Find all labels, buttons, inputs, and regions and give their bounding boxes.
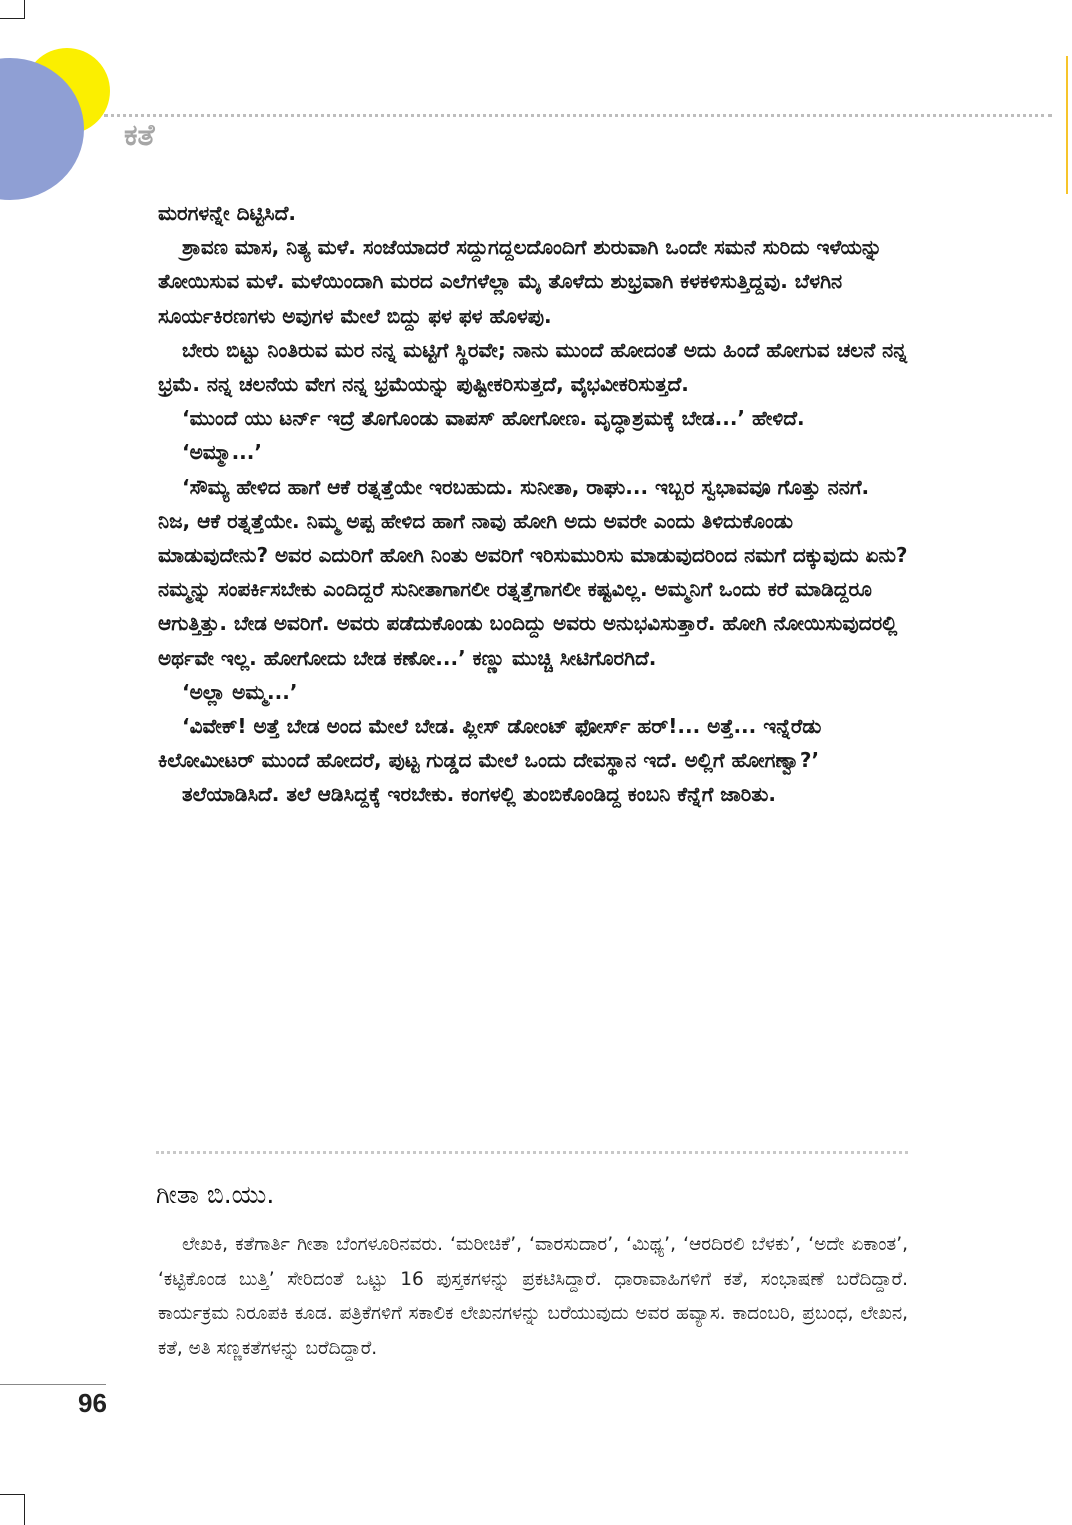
edge-color-mark — [1066, 56, 1068, 194]
story-paragraph: ಶ್ರಾವಣ ಮಾಸ, ನಿತ್ಯ ಮಳೆ. ಸಂಜೆಯಾದರೆ ಸದ್ದುಗದ್ದಲದೊಂದಿಗೆ ಶುರುವಾಗಿ ಒಂದೇ ಸಮನೆ ಸುರಿದು ಇಳೆಯನ್ನು ತೋಯಿಸುವ ಮಳೆ. ಮಳೆಯಿಂದಾಗಿ ಮರದ ಎಲೆಗಳೆಲ್ಲಾ ಮೈ ತೊಳೆದು ಶುಭ್ರವಾಗಿ ಕಳಕಳಿಸುತ್ತಿದ್ದವು. ಬೆಳಗಿನ ಸೂರ್ಯಕಿರಣಗಳು ಅವುಗಳ ಮೇಲೆ ಬಿದ್ದು ಫಳ ಫಳ ಹೊಳಪು. — [158, 235, 883, 328]
story-paragraph: ಬೇರು ಬಿಟ್ಟು ನಿಂತಿರುವ ಮರ ನನ್ನ ಮಟ್ಟಿಗೆ ಸ್ಥಿರವೇ; ನಾನು ಮುಂದೆ ಹೋದಂತೆ ಅದು ಹಿಂದೆ ಹೋಗುವ ಚಲನೆ ನನ್ನ ಭ್ರಮೆ. ನನ್ನ ಚಲನೆಯ ವೇಗ ನನ್ನ ಭ್ರಮೆಯನ್ನು ಪುಷ್ಟೀಕರಿಸುತ್ತದೆ, ವೈಭವೀಕರಿಸುತ್ತದೆ. — [158, 337, 908, 397]
crop-mark-bottom-vertical — [24, 1494, 25, 1525]
story-paragraph: ‘ಅಮ್ಮಾ...’ — [182, 440, 262, 465]
story-paragraph: ‘ಮುಂದೆ ಯು ಟರ್ನ್ ಇದ್ರೆ ತೊಗೊಂಡು ವಾಪಸ್ ಹೋಗೋಣ. ವೃದ್ಧಾಶ್ರಮಕ್ಕೆ ಬೇಡ...’ ಹೇಳಿದೆ. — [182, 406, 805, 431]
page-number: 96 — [78, 1388, 107, 1418]
story-paragraph: ಮರಗಳನ್ನೇ ದಿಟ್ಟಿಸಿದೆ. — [158, 201, 296, 225]
crop-mark-bottom-horizontal — [0, 1494, 25, 1495]
story-paragraph: ‘ವಿವೇಕ್! ಅತ್ತೆ ಬೇಡ ಅಂದ ಮೇಲೆ ಬೇಡ. ಪ್ಲೀಸ್ ಡೋಂಟ್ ಫೋರ್ಸ್ ಹರ್!... ಅತ್ತೆ... ಇನ್ನೆರೆಡು ಕಿಲೋಮೀಟರ್ ಮುಂದೆ ಹೋದರೆ, ಪುಟ್ಟ ಗುಡ್ಡದ ಮೇಲೆ ಒಂದು ದೇವಸ್ಥಾನ ಇದೆ. ಅಲ್ಲಿಗೆ ಹೋಗಣ್ವಾ?’ — [158, 714, 822, 773]
header-dotted-rule — [104, 114, 1052, 117]
author-dotted-divider — [156, 1151, 908, 1154]
story-paragraph: ‘ಅಲ್ಲಾ ಅಮ್ಮ...’ — [182, 679, 298, 704]
story-paragraph: ತಲೆಯಾಡಿಸಿದೆ. ತಲೆ ಆಡಿಸಿದ್ದಕ್ಕೆ ಇರಬೇಕು. ಕಂಗಳಲ್ಲಿ ತುಂಬಿಕೊಂಡಿದ್ದ ಕಂಬನಿ ಕೆನ್ನೆಗೆ ಜಾರಿತು. — [182, 782, 776, 807]
story-paragraph: ‘ಸೌಮ್ಯ ಹೇಳಿದ ಹಾಗೆ ಆಕೆ ರತ್ನತ್ತೆಯೇ ಇರಬಹುದು. ಸುನೀತಾ, ರಾಘು... ಇಬ್ಬರ ಸ್ವಭಾವವೂ ಗೊತ್ತು ನನಗೆ. ನಿಜ, ಆಕೆ ರತ್ನತ್ತೆಯೇ. ನಿಮ್ಮ ಅಪ್ಪ ಹೇಳಿದ ಹಾಗೆ ನಾವು ಹೋಗಿ ಅದು ಅವರೇ ಎಂದು ತಿಳಿದುಕೊಂಡು ಮಾಡುವುದೇನು? ಅವರ ಎದುರಿಗೆ ಹೋಗಿ ನಿಂತು ಅವರಿಗೆ ಇರಿಸುಮುರಿಸು ಮಾಡುವುದರಿಂದ ನಮಗೆ ದಕ್ಕುವುದು ಏನು? ನಮ್ಮನ್ನು ಸಂಪರ್ಕಿಸಬೇಕು ಎಂದಿದ್ದರೆ ಸುನೀತಾಗಾಗಲೀ ರತ್ನತ್ತೆಗಾಗಲೀ ಕಷ್ಟವಿಲ್ಲ. ಅಮ್ಮನಿಗೆ ಒಂದು ಕರೆ ಮಾಡಿದ್ದರೂ ಆಗುತ್ತಿತ್ತು. ಬೇಡ ಅವರಿಗೆ. ಅವರು ಪಡೆದುಕೊಂಡು ಬಂದಿದ್ದು ಅವರು ಅನುಭವಿಸುತ್ತಾರೆ. ಹೋಗಿ ನೋಯಿಸುವುದರಲ್ಲಿ ಅರ್ಥವೇ ಇಲ್ಲ. ಹೋಗೋದು ಬೇಡ ಕಣೋ...’ ಕಣ್ಣು ಮುಚ್ಚಿ ಸೀಟಿಗೊರಗಿದೆ. — [158, 474, 908, 670]
crop-mark-top-vertical — [24, 0, 25, 18]
footer-rule — [0, 1384, 106, 1385]
section-title: ಕತೆ — [124, 118, 155, 153]
author-name: ಗೀತಾ ಬಿ.ಯು. — [156, 1180, 275, 1209]
author-bio: ಲೇಖಕಿ, ಕತೆಗಾರ್ತಿ ಗೀತಾ ಬೆಂಗಳೂರಿನವರು. ‘ಮರೀಚಿಕೆ’, ‘ವಾರಸುದಾರ’, ‘ಮಿಥ್ಯ’, ‘ಆರದಿರಲಿ ಬೆಳಕು’, ‘ಅದೇ ಏಕಾಂತ’, ‘ಕಟ್ಟಿಕೊಂಡ ಬುತ್ತಿ’ ಸೇರಿದಂತೆ ಒಟ್ಟು 16 ಪುಸ್ತಕಗಳನ್ನು ಪ್ರಕಟಿಸಿದ್ದಾರೆ. ಧಾರಾವಾಹಿಗಳಿಗೆ ಕತೆ, ಸಂಭಾಷಣೆ ಬರೆದಿದ್ದಾರೆ. ಕಾರ್ಯಕ್ರಮ ನಿರೂಪಕಿ ಕೂಡ. ಪತ್ರಿಕೆಗಳಿಗೆ ಸಕಾಲಿಕ ಲೇಖನಗಳನ್ನು ಬರೆಯುವುದು ಅವರ ಹವ್ಯಾಸ. ಕಾದಂಬರಿ, ಪ್ರಬಂಧ, ಲೇಖನ, ಕತೆ, ಅತಿ ಸಣ್ಣಕತೆಗಳನ್ನು ಬರೆದಿದ್ದಾರೆ. — [158, 1234, 908, 1359]
story-body — [158, 196, 908, 812]
crop-mark-top-horizontal — [0, 18, 25, 19]
